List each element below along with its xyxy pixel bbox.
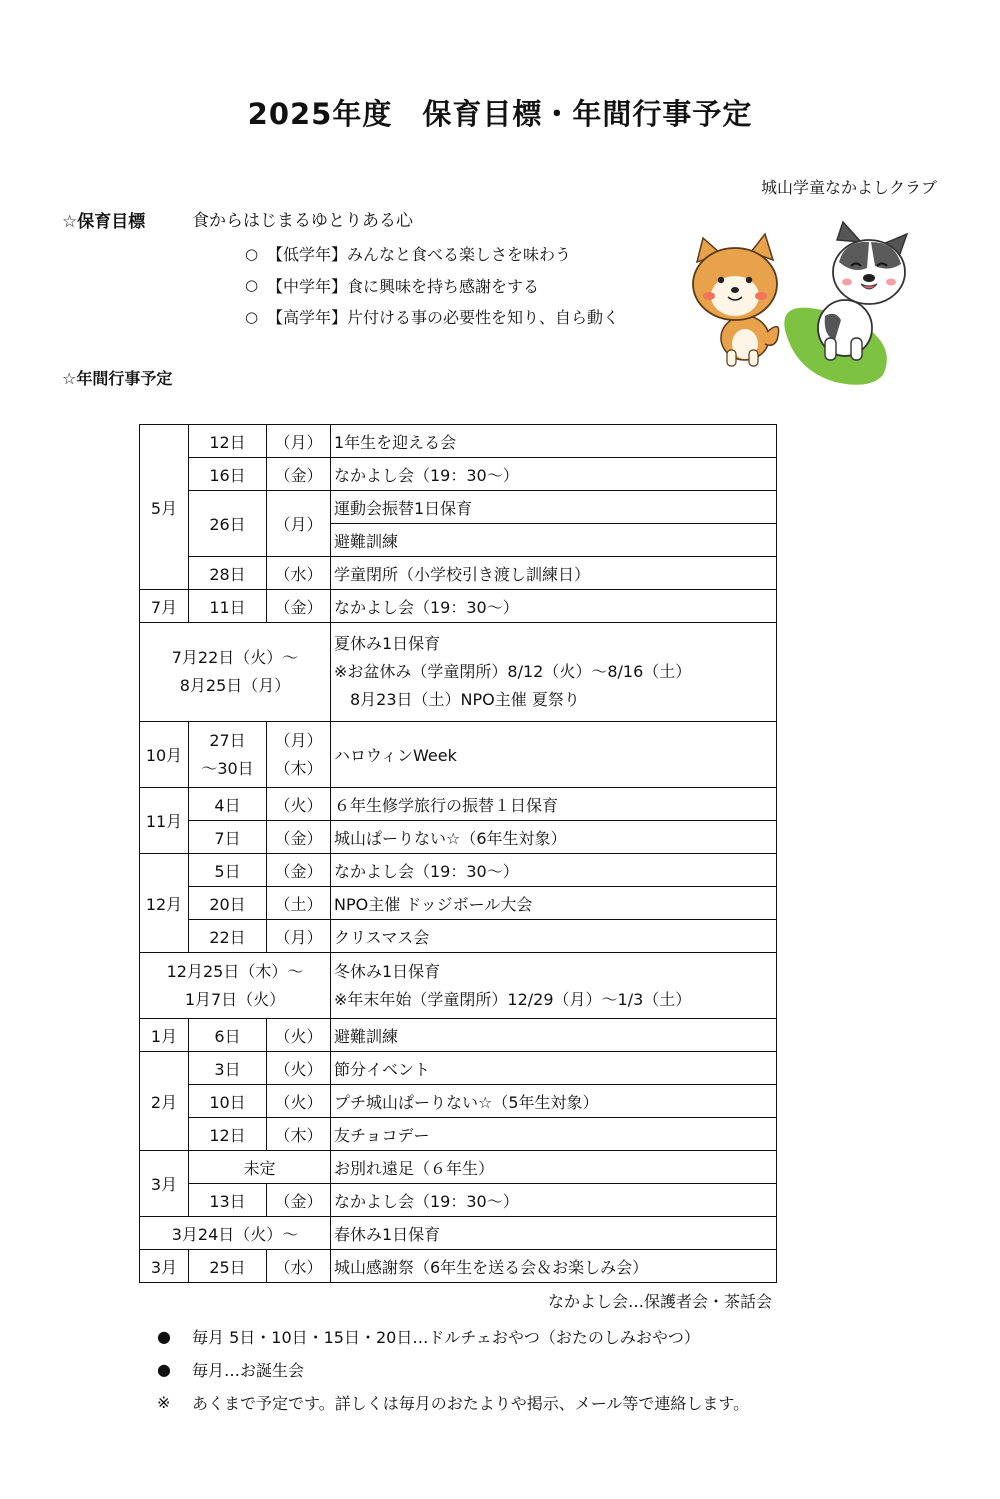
goals-list xyxy=(245,238,619,333)
notes-list xyxy=(157,1320,749,1419)
period-cell xyxy=(140,623,331,722)
table-row xyxy=(140,788,777,821)
goal-item xyxy=(245,301,619,333)
event-cell: お別れ遠足（６年生） xyxy=(331,1151,777,1184)
table-row xyxy=(140,1052,777,1085)
event-cell: 春休み1日保育 xyxy=(331,1217,777,1250)
goal-marker: ○ xyxy=(245,276,259,295)
table-row xyxy=(140,854,777,887)
day-cell: 26日 xyxy=(189,491,267,557)
period-cell: 3月24日（火）～ xyxy=(140,1217,331,1250)
weekday-cell: （金） xyxy=(267,458,331,491)
month-cell: 3月 xyxy=(140,1250,189,1283)
weekday-cell: （火） xyxy=(267,1085,331,1118)
table-row xyxy=(140,557,777,590)
table-row xyxy=(140,458,777,491)
day-cell: 5日 xyxy=(189,854,267,887)
day-cell: 13日 xyxy=(189,1184,267,1217)
note-text: 毎月…お誕生会 xyxy=(192,1361,305,1380)
event-cell xyxy=(331,623,777,722)
weekday-cell: （金） xyxy=(267,1184,331,1217)
shiba-dog-icon xyxy=(693,234,779,366)
bullet-icon: ● xyxy=(157,1360,171,1379)
event-line: ※年末年始（学童閉所）12/29（月）～1/3（土） xyxy=(334,989,692,1009)
date-cell: 未定 xyxy=(189,1151,331,1184)
bullet-icon: ● xyxy=(157,1327,171,1346)
day-cell: 28日 xyxy=(189,557,267,590)
event-line: ※お盆休み（学童閉所）8/12（火）～8/16（土） xyxy=(334,662,692,681)
day-cell: 11日 xyxy=(189,590,267,623)
weekday-cell: （土） xyxy=(267,887,331,920)
weekday-cell: （金） xyxy=(267,854,331,887)
goal-item xyxy=(245,238,619,270)
table-row xyxy=(140,623,777,722)
note-item xyxy=(157,1353,749,1386)
table-row xyxy=(140,1019,777,1052)
day-cell: 20日 xyxy=(189,887,267,920)
month-cell: 10月 xyxy=(140,722,189,788)
month-cell: 12月 xyxy=(140,854,189,953)
table-row xyxy=(140,1217,777,1250)
event-cell: クリスマス会 xyxy=(331,920,777,953)
month-cell: 3月 xyxy=(140,1151,189,1217)
event-cell xyxy=(331,953,777,1019)
goal-text: 【低学年】みんなと食べる楽しさを味わう xyxy=(267,245,572,265)
event-cell: ６年生修学旅行の振替１日保育 xyxy=(331,788,777,821)
table-row xyxy=(140,1250,777,1283)
goal-marker: ○ xyxy=(245,244,259,263)
weekday-cell: （木） xyxy=(267,1118,331,1151)
schedule-table xyxy=(139,424,777,1283)
event-cell: 城山感謝祭（6年生を送る会＆お楽しみ会） xyxy=(331,1250,777,1283)
table-row xyxy=(140,425,777,458)
period-start: 12月25日（木）～ xyxy=(166,961,304,981)
table-row xyxy=(140,1085,777,1118)
event-cell: NPO主催 ドッジボール大会 xyxy=(331,887,777,920)
goal-text: 【中学年】食に興味を持ち感謝をする xyxy=(267,276,540,296)
event-cell: なかよし会（19：30～） xyxy=(331,590,777,623)
event-line: 冬休み1日保育 xyxy=(334,961,441,981)
weekday-cell: （金） xyxy=(267,590,331,623)
event-cell: なかよし会（19：30～） xyxy=(331,458,777,491)
page-title: 2025年度 保育目標・年間行事予定 xyxy=(247,97,753,131)
month-cell: 1月 xyxy=(140,1019,189,1052)
weekday-cell: （火） xyxy=(267,1052,331,1085)
event-line: 8月23日（土）NPO主催 夏祭り xyxy=(334,690,580,709)
dogs-illustration xyxy=(685,220,915,390)
goal-marker: ○ xyxy=(245,307,259,326)
table-row xyxy=(140,887,777,920)
goal-text: 【高学年】片付ける事の必要性を知り、自ら動く xyxy=(267,308,620,328)
weekday-start: （月） xyxy=(274,730,323,750)
event-cell: なかよし会（19：30～） xyxy=(331,1184,777,1217)
note-text: あくまで予定です。詳しくは毎月のおたよりや掲示、メール等で連絡します。 xyxy=(192,1394,750,1413)
table-row xyxy=(140,491,777,524)
day-start: 27日 xyxy=(209,730,246,750)
period-start: 7月22日（火）～ xyxy=(171,648,299,667)
day-end: ～30日 xyxy=(201,758,254,778)
day-cell xyxy=(189,722,267,788)
event-cell: プチ城山ぱーりない☆（5年生対象） xyxy=(331,1085,777,1118)
note-marker: ※ xyxy=(157,1393,171,1412)
organization-name: 城山学童なかよしクラブ xyxy=(760,178,937,197)
period-end: 1月7日（火） xyxy=(184,989,286,1009)
table-row xyxy=(140,821,777,854)
weekday-cell: （金） xyxy=(267,821,331,854)
weekday-cell xyxy=(267,722,331,788)
day-cell: 4日 xyxy=(189,788,267,821)
day-cell: 25日 xyxy=(189,1250,267,1283)
event-cell: 城山ぱーりない☆（6年生対象） xyxy=(331,821,777,854)
weekday-cell: （火） xyxy=(267,788,331,821)
event-cell: 避難訓練 xyxy=(331,524,777,557)
day-cell: 6日 xyxy=(189,1019,267,1052)
month-cell: 2月 xyxy=(140,1052,189,1151)
month-cell: 5月 xyxy=(140,425,189,590)
goals-main: 食からはじまるゆとりある心 xyxy=(192,211,413,231)
event-cell: 1年生を迎える会 xyxy=(331,425,777,458)
day-cell: 7日 xyxy=(189,821,267,854)
event-cell: 避難訓練 xyxy=(331,1019,777,1052)
note-item xyxy=(157,1386,749,1419)
goals-heading: ☆保育目標 xyxy=(62,212,146,232)
day-cell: 22日 xyxy=(189,920,267,953)
table-row xyxy=(140,1118,777,1151)
note-item xyxy=(157,1320,749,1353)
weekday-cell: （火） xyxy=(267,1019,331,1052)
schedule-heading: ☆年間行事予定 xyxy=(62,369,173,388)
weekday-cell: （月） xyxy=(267,425,331,458)
weekday-cell: （月） xyxy=(267,491,331,557)
weekday-cell: （水） xyxy=(267,557,331,590)
period-end: 8月25日（月） xyxy=(179,676,291,695)
table-row xyxy=(140,953,777,1019)
event-cell: なかよし会（19：30～） xyxy=(331,854,777,887)
table-row xyxy=(140,1184,777,1217)
weekday-end: （木） xyxy=(274,758,323,778)
note-text: 毎月 5日・10日・15日・20日…ドルチェおやつ（おたのしみおやつ） xyxy=(192,1328,700,1347)
table-row xyxy=(140,722,777,788)
month-cell: 7月 xyxy=(140,590,189,623)
period-cell xyxy=(140,953,331,1019)
day-cell: 10日 xyxy=(189,1085,267,1118)
table-row xyxy=(140,1151,777,1184)
table-row xyxy=(140,920,777,953)
event-line: 夏休み1日保育 xyxy=(334,634,441,653)
goal-item xyxy=(245,270,619,302)
bulldog-icon xyxy=(818,222,907,360)
event-cell: 運動会振替1日保育 xyxy=(331,491,777,524)
event-cell: 友チョコデー xyxy=(331,1118,777,1151)
weekday-cell: （水） xyxy=(267,1250,331,1283)
table-row xyxy=(140,590,777,623)
day-cell: 12日 xyxy=(189,1118,267,1151)
day-cell: 16日 xyxy=(189,458,267,491)
day-cell: 12日 xyxy=(189,425,267,458)
event-cell: 学童閉所（小学校引き渡し訓練日） xyxy=(331,557,777,590)
footnote: なかよし会…保護者会・茶話会 xyxy=(547,1292,772,1311)
event-cell: 節分イベント xyxy=(331,1052,777,1085)
day-cell: 3日 xyxy=(189,1052,267,1085)
event-cell: ハロウィンWeek xyxy=(331,722,777,788)
weekday-cell: （月） xyxy=(267,920,331,953)
month-cell: 11月 xyxy=(140,788,189,854)
